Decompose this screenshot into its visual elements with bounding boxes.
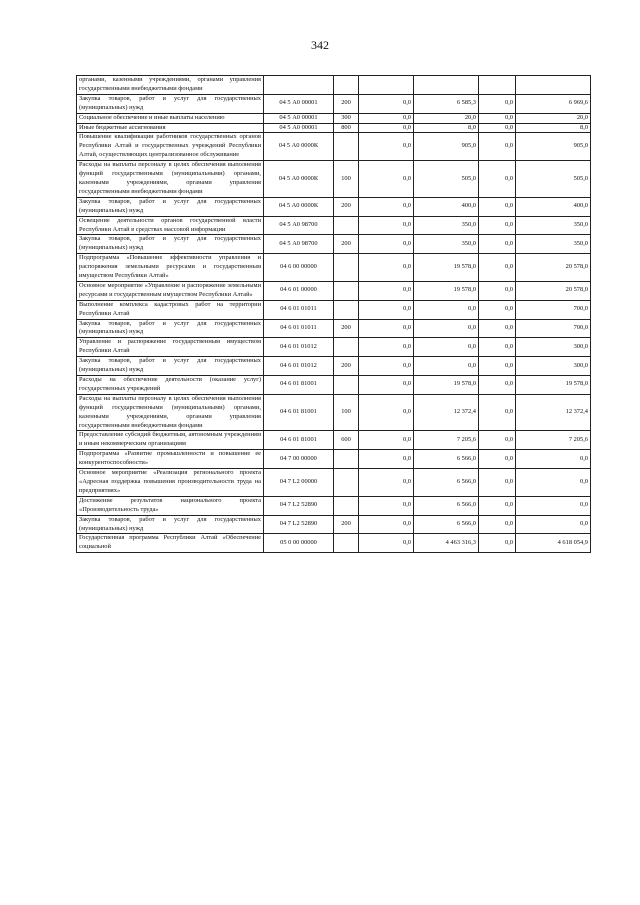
expense-type-cell [334, 450, 359, 469]
table-row [77, 133, 591, 161]
amount-col1-cell: 0,0 [359, 376, 414, 395]
program-code-cell: 04 5 А0 98700 [264, 235, 334, 254]
amount-col2-cell: 0,0 [414, 338, 479, 357]
program-code-cell: 04 6 01 01012 [264, 357, 334, 376]
expense-type-cell: 600 [334, 431, 359, 450]
amount-col1-cell: 0,0 [359, 123, 414, 133]
amount-col3-cell: 0,0 [479, 515, 516, 534]
expense-type-cell: 200 [334, 197, 359, 216]
expense-name-cell: Основное мероприятие «Реализация регионального проекта «Адресная поддержка повышения производительности труда на предприятиях» [77, 469, 264, 497]
table-row [77, 123, 591, 133]
program-code-cell: 05 0 00 00000 [264, 534, 334, 553]
amount-col2-cell: 19 578,0 [414, 254, 479, 282]
expense-type-cell: 200 [334, 515, 359, 534]
amount-col3-cell: 0,0 [479, 534, 516, 553]
program-code-cell: 04 6 01 01011 [264, 319, 334, 338]
expense-name-cell: Закупка товаров, работ и услуг для государственных (муниципальных) нужд [77, 319, 264, 338]
expense-type-cell [334, 216, 359, 235]
expense-name-cell: Подпрограмма «Повышение эффективности управления и распоряжения земельными ресурсами и государственным имуществом Республики Алтай» [77, 254, 264, 282]
program-code-cell: 04 7 L2 00000 [264, 469, 334, 497]
amount-col1-cell: 0,0 [359, 338, 414, 357]
amount-col2-cell: 7 205,6 [414, 431, 479, 450]
program-code-cell: 04 5 А0 0000К [264, 197, 334, 216]
expense-name-cell: Закупка товаров, работ и услуг для государственных (муниципальных) нужд [77, 357, 264, 376]
program-code-cell: 04 5 А0 0000К [264, 133, 334, 161]
page-number: 342 [311, 38, 329, 52]
amount-col1-cell: 0,0 [359, 450, 414, 469]
amount-col1-cell: 0,0 [359, 133, 414, 161]
amount-col2-cell: 505,0 [414, 161, 479, 198]
amount-col4-cell: 19 578,0 [516, 376, 591, 395]
amount-col2-cell: 350,0 [414, 235, 479, 254]
amount-col2-cell: 6 585,3 [414, 94, 479, 113]
program-code-cell: 04 6 01 81001 [264, 376, 334, 395]
amount-col3-cell: 0,0 [479, 216, 516, 235]
amount-col4-cell: 300,0 [516, 357, 591, 376]
expense-type-cell: 100 [334, 161, 359, 198]
amount-col1-cell: 0,0 [359, 394, 414, 431]
amount-col1-cell: 0,0 [359, 319, 414, 338]
amount-col2-cell: 400,0 [414, 197, 479, 216]
expense-type-cell [334, 469, 359, 497]
table-row [77, 300, 591, 319]
amount-col4-cell: 0,0 [516, 450, 591, 469]
amount-col3-cell: 0,0 [479, 450, 516, 469]
amount-col4-cell: 0,0 [516, 469, 591, 497]
table-row [77, 94, 591, 113]
program-code-cell: 04 5 А0 00001 [264, 113, 334, 123]
amount-col3-cell: 0,0 [479, 496, 516, 515]
amount-col2-cell: 0,0 [414, 319, 479, 338]
amount-col1-cell: 0,0 [359, 469, 414, 497]
expense-name-cell: Освещение деятельности органов государственной власти Республики Алтай в средствах массовой информации [77, 216, 264, 235]
amount-col2-cell: 6 566,0 [414, 469, 479, 497]
expense-name-cell: Закупка товаров, работ и услуг для государственных (муниципальных) нужд [77, 515, 264, 534]
program-code-cell: 04 5 А0 00001 [264, 123, 334, 133]
expense-name-cell: Выполнение комплекса кадастровых работ на территории Республики Алтай [77, 300, 264, 319]
amount-col3-cell [479, 76, 516, 95]
amount-col3-cell: 0,0 [479, 376, 516, 395]
amount-col3-cell: 0,0 [479, 281, 516, 300]
amount-col4-cell: 300,0 [516, 338, 591, 357]
amount-col2-cell: 6 566,0 [414, 515, 479, 534]
amount-col4-cell: 700,0 [516, 319, 591, 338]
expense-name-cell: Государственная программа Республики Алтай «Обеспечение социальной [77, 534, 264, 553]
table-row [77, 450, 591, 469]
expense-type-cell: 100 [334, 394, 359, 431]
amount-col4-cell: 7 205,6 [516, 431, 591, 450]
table-row [77, 216, 591, 235]
amount-col3-cell: 0,0 [479, 431, 516, 450]
amount-col2-cell: 0,0 [414, 300, 479, 319]
table-row [77, 281, 591, 300]
table-row [77, 235, 591, 254]
table-row [77, 338, 591, 357]
amount-col4-cell: 20 578,0 [516, 281, 591, 300]
program-code-cell: 04 7 L2 52890 [264, 496, 334, 515]
amount-col4-cell: 8,0 [516, 123, 591, 133]
amount-col4-cell: 400,0 [516, 197, 591, 216]
table-row [77, 113, 591, 123]
amount-col2-cell: 6 566,0 [414, 450, 479, 469]
program-code-cell: 04 6 00 00000 [264, 254, 334, 282]
program-code-cell: 04 5 А0 98700 [264, 216, 334, 235]
amount-col3-cell: 0,0 [479, 394, 516, 431]
expense-name-cell: Расходы на выплаты персоналу в целях обеспечения выполнения функций государственными (муниципальными) органами, казенными учреждениями, органами управления государственными внебюджетными фондами [77, 394, 264, 431]
amount-col1-cell: 0,0 [359, 197, 414, 216]
program-code-cell: 04 7 L2 52890 [264, 515, 334, 534]
amount-col1-cell: 0,0 [359, 281, 414, 300]
expense-type-cell [334, 534, 359, 553]
expense-type-cell: 200 [334, 357, 359, 376]
amount-col4-cell [516, 76, 591, 95]
expense-name-cell: Расходы на выплаты персоналу в целях обеспечения выполнения функций государственными (муниципальными) органами, казенными учреждениями, органами управления государственными внебюджетными фондами [77, 161, 264, 198]
table-row [77, 161, 591, 198]
amount-col4-cell: 350,0 [516, 216, 591, 235]
expense-name-cell: Закупка товаров, работ и услуг для государственных (муниципальных) нужд [77, 94, 264, 113]
expense-type-cell: 200 [334, 94, 359, 113]
amount-col2-cell: 20,0 [414, 113, 479, 123]
amount-col4-cell: 700,0 [516, 300, 591, 319]
expense-type-cell [334, 496, 359, 515]
amount-col1-cell: 0,0 [359, 113, 414, 123]
amount-col3-cell: 0,0 [479, 133, 516, 161]
expense-name-cell: Иные бюджетные ассигнования [77, 123, 264, 133]
amount-col2-cell: 19 578,0 [414, 281, 479, 300]
amount-col1-cell: 0,0 [359, 161, 414, 198]
amount-col2-cell: 4 463 316,3 [414, 534, 479, 553]
expense-type-cell [334, 133, 359, 161]
amount-col4-cell: 20,0 [516, 113, 591, 123]
expense-type-cell: 800 [334, 123, 359, 133]
program-code-cell: 04 7 00 00000 [264, 450, 334, 469]
expense-name-cell: Закупка товаров, работ и услуг для государственных (муниципальных) нужд [77, 235, 264, 254]
budget-table [76, 75, 591, 553]
amount-col3-cell: 0,0 [479, 197, 516, 216]
amount-col3-cell: 0,0 [479, 113, 516, 123]
amount-col1-cell: 0,0 [359, 235, 414, 254]
amount-col3-cell: 0,0 [479, 338, 516, 357]
program-code-cell: 04 6 01 01011 [264, 300, 334, 319]
program-code-cell: 04 6 01 81001 [264, 394, 334, 431]
table-row [77, 376, 591, 395]
expense-type-cell: 300 [334, 113, 359, 123]
expense-name-cell: Закупка товаров, работ и услуг для государственных (муниципальных) нужд [77, 197, 264, 216]
amount-col4-cell: 20 578,0 [516, 254, 591, 282]
table-row [77, 197, 591, 216]
amount-col2-cell [414, 76, 479, 95]
amount-col3-cell: 0,0 [479, 235, 516, 254]
table-row [77, 469, 591, 497]
amount-col3-cell: 0,0 [479, 94, 516, 113]
expense-name-cell: Расходы на обеспечение деятельности (оказание услуг) государственных учреждений [77, 376, 264, 395]
amount-col2-cell: 6 566,0 [414, 496, 479, 515]
table-row [77, 534, 591, 553]
expense-type-cell [334, 300, 359, 319]
expense-type-cell: 200 [334, 319, 359, 338]
amount-col1-cell [359, 76, 414, 95]
program-code-cell: 04 5 А0 00001 [264, 94, 334, 113]
amount-col3-cell: 0,0 [479, 300, 516, 319]
amount-col1-cell: 0,0 [359, 496, 414, 515]
expense-type-cell [334, 338, 359, 357]
amount-col2-cell: 19 578,0 [414, 376, 479, 395]
table-row [77, 496, 591, 515]
program-code-cell: 04 6 01 00000 [264, 281, 334, 300]
amount-col2-cell: 350,0 [414, 216, 479, 235]
program-code-cell: 04 6 01 81001 [264, 431, 334, 450]
amount-col3-cell: 0,0 [479, 123, 516, 133]
amount-col4-cell: 505,0 [516, 161, 591, 198]
amount-col1-cell: 0,0 [359, 300, 414, 319]
amount-col4-cell: 0,0 [516, 515, 591, 534]
expense-name-cell: Подпрограмма «Развитие промышленности и повышение ее конкурентоспособности» [77, 450, 264, 469]
expense-name-cell: Социальное обеспечение и иные выплаты населению [77, 113, 264, 123]
amount-col3-cell: 0,0 [479, 319, 516, 338]
expense-type-cell [334, 76, 359, 95]
amount-col1-cell: 0,0 [359, 431, 414, 450]
expense-type-cell: 200 [334, 235, 359, 254]
amount-col4-cell: 350,0 [516, 235, 591, 254]
expense-type-cell [334, 281, 359, 300]
table-row [77, 431, 591, 450]
table-row [77, 394, 591, 431]
amount-col2-cell: 8,0 [414, 123, 479, 133]
expense-name-cell: Основное мероприятие «Управление и распоряжение земельными ресурсами и государственным имуществом Республики Алтай» [77, 281, 264, 300]
amount-col4-cell: 0,0 [516, 496, 591, 515]
expense-name-cell: Достижение результатов национального проекта «Производительность труда» [77, 496, 264, 515]
program-code-cell: 04 6 01 01012 [264, 338, 334, 357]
budget-table-body [77, 76, 591, 553]
amount-col1-cell: 0,0 [359, 216, 414, 235]
table-row [77, 319, 591, 338]
amount-col1-cell: 0,0 [359, 357, 414, 376]
expense-type-cell [334, 376, 359, 395]
amount-col3-cell: 0,0 [479, 469, 516, 497]
amount-col2-cell: 12 372,4 [414, 394, 479, 431]
table-row [77, 357, 591, 376]
amount-col3-cell: 0,0 [479, 357, 516, 376]
program-code-cell: 04 5 А0 0000К [264, 161, 334, 198]
table-row [77, 254, 591, 282]
amount-col2-cell: 905,0 [414, 133, 479, 161]
expense-name-cell: Предоставление субсидий бюджетным, автономным учреждениям и иным некоммерческим организациям [77, 431, 264, 450]
amount-col4-cell: 4 618 054,9 [516, 534, 591, 553]
amount-col4-cell: 6 969,6 [516, 94, 591, 113]
amount-col2-cell: 0,0 [414, 357, 479, 376]
amount-col4-cell: 12 372,4 [516, 394, 591, 431]
expense-type-cell [334, 254, 359, 282]
expense-name-cell: Повышение квалификации работников государственных органов Республики Алтай и государственных учреждений Республики Алтай, осуществляющих централизованное обслуживание [77, 133, 264, 161]
expense-name-cell: Управление и распоряжение государственным имуществом Республики Алтай [77, 338, 264, 357]
amount-col3-cell: 0,0 [479, 161, 516, 198]
expense-name-cell: органами, казенными учреждениями, органами управления государственными внебюджетными фондами [77, 76, 264, 95]
amount-col1-cell: 0,0 [359, 94, 414, 113]
program-code-cell [264, 76, 334, 95]
amount-col1-cell: 0,0 [359, 534, 414, 553]
amount-col1-cell: 0,0 [359, 515, 414, 534]
table-row [77, 76, 591, 95]
amount-col3-cell: 0,0 [479, 254, 516, 282]
amount-col1-cell: 0,0 [359, 254, 414, 282]
table-row [77, 515, 591, 534]
amount-col4-cell: 905,0 [516, 133, 591, 161]
